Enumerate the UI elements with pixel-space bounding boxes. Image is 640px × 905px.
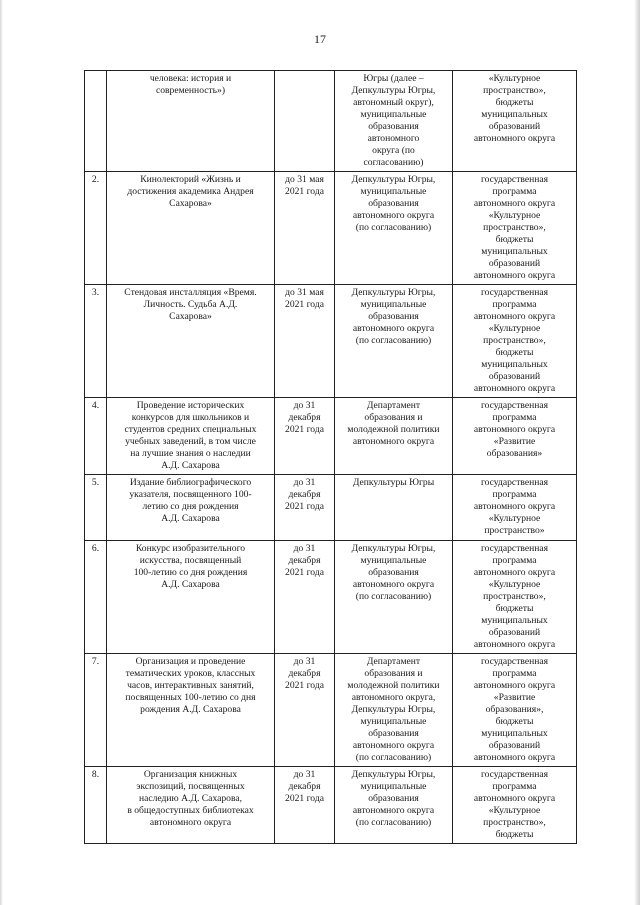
event-deadline <box>275 71 335 172</box>
table-row <box>85 398 577 475</box>
event-responsible: Депкультуры Югры <box>335 475 453 541</box>
event-funding-source: государственная программа автономного округа «Развитие образования» <box>453 398 577 475</box>
event-deadline: до 31 декабря 2021 года <box>275 475 335 541</box>
table-row <box>85 172 577 285</box>
row-number: 3. <box>85 285 107 398</box>
event-responsible: Депкультуры Югры, муниципальные образования автономного округа (по согласованию) <box>335 767 453 844</box>
event-name: Организация книжных экспозиций, посвященных наследию А.Д. Сахарова, в общедоступных библиотеках автономного округа <box>107 767 275 844</box>
event-deadline: до 31 декабря 2021 года <box>275 541 335 654</box>
event-funding-source: государственная программа автономного округа «Культурное пространство», бюджеты <box>453 767 577 844</box>
row-number: 6. <box>85 541 107 654</box>
event-deadline: до 31 мая 2021 года <box>275 285 335 398</box>
event-name: человека: история и современность») <box>107 71 275 172</box>
table-row <box>85 285 577 398</box>
row-number: 2. <box>85 172 107 285</box>
scan-edge-left <box>0 0 3 905</box>
row-number: 4. <box>85 398 107 475</box>
table-row <box>85 71 577 172</box>
event-responsible: Департамент образования и молодежной политики автономного округа, Депкультуры Югры, муниципальные образования автономного округа (по согласованию) <box>335 654 453 767</box>
event-funding-source: государственная программа автономного округа «Развитие образования», бюджеты муниципальных образований автономного округа <box>453 654 577 767</box>
event-funding-source: государственная программа автономного округа «Культурное пространство» <box>453 475 577 541</box>
table-row <box>85 654 577 767</box>
event-plan-table <box>84 70 577 844</box>
event-name: Издание библиографического указателя, посвященного 100- летию со дня рождения А.Д. Сахарова <box>107 475 275 541</box>
table-row <box>85 541 577 654</box>
event-responsible: Департамент образования и молодежной политики автономного округа <box>335 398 453 475</box>
event-name: Проведение исторических конкурсов для школьников и студентов средних специальных учебных заведений, в том числе на лучшие знания о наследии А.Д. Сахарова <box>107 398 275 475</box>
table-row <box>85 475 577 541</box>
event-name: Организация и проведение тематических уроков, классных часов, интерактивных занятий, посвященных 100-летию со дня рождения А.Д. Сахарова <box>107 654 275 767</box>
event-funding-source: государственная программа автономного округа «Культурное пространство», бюджеты муниципальных образований автономного округа <box>453 285 577 398</box>
table-row <box>85 767 577 844</box>
event-deadline: до 31 мая 2021 года <box>275 172 335 285</box>
page-number: 17 <box>314 32 326 46</box>
event-name: Стендовая инсталляция «Время. Личность. Судьба А.Д. Сахарова» <box>107 285 275 398</box>
row-number: 5. <box>85 475 107 541</box>
row-number <box>85 71 107 172</box>
row-number: 7. <box>85 654 107 767</box>
event-name: Кинолекторий «Жизнь и достижения академика Андрея Сахарова» <box>107 172 275 285</box>
event-deadline: до 31 декабря 2021 года <box>275 398 335 475</box>
event-name: Конкурс изобразительного искусства, посвященный 100-летию со дня рождения А.Д. Сахарова <box>107 541 275 654</box>
event-responsible: Депкультуры Югры, муниципальные образования автономного округа (по согласованию) <box>335 541 453 654</box>
scan-edge-right <box>634 0 640 905</box>
event-responsible: Депкультуры Югры, муниципальные образования автономного округа (по согласованию) <box>335 172 453 285</box>
event-deadline: до 31 декабря 2021 года <box>275 767 335 844</box>
event-funding-source: государственная программа автономного округа «Культурное пространство», бюджеты муниципальных образований автономного округа <box>453 541 577 654</box>
event-funding-source: государственная программа автономного округа «Культурное пространство», бюджеты муниципальных образований автономного округа <box>453 172 577 285</box>
event-deadline: до 31 декабря 2021 года <box>275 654 335 767</box>
event-funding-source: «Культурное пространство», бюджеты муниципальных образований автономного округа <box>453 71 577 172</box>
event-responsible: Югры (далее – Депкультуры Югры, автономный округ), муниципальные образования автономного округа (по согласованию) <box>335 71 453 172</box>
event-responsible: Депкультуры Югры, муниципальные образования автономного округа (по согласованию) <box>335 285 453 398</box>
row-number: 8. <box>85 767 107 844</box>
